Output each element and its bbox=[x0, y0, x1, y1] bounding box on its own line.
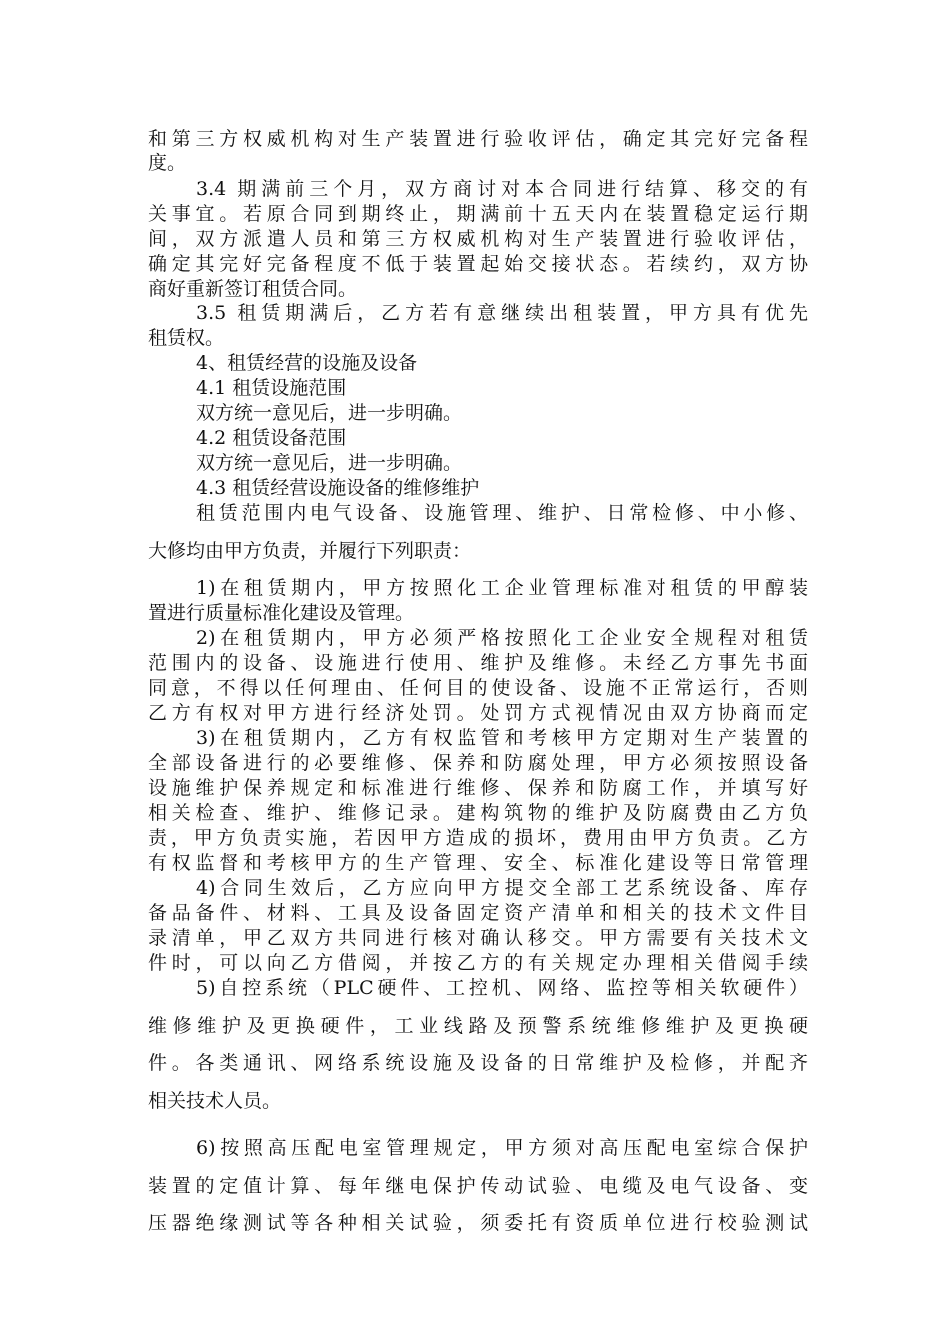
text-line: 4.2 租赁设备范围 bbox=[196, 427, 347, 449]
text-line: 大修均由甲方负责，并履行下列职责： bbox=[148, 540, 472, 562]
text-line: 度。 bbox=[148, 152, 187, 174]
text-line: 3)在租赁期内，乙方有权监管和考核甲方定期对生产装置的 bbox=[196, 727, 808, 749]
text-line: 租赁权。 bbox=[148, 327, 225, 349]
text-line: 租赁范围内电气设备、设施管理、维护、日常检修、中小修、 bbox=[196, 502, 808, 524]
text-line: 件时，可以向乙方借阅，并按乙方的有关规定办理相关借阅手续 bbox=[148, 952, 808, 974]
text-line: 4、租赁经营的设施及设备 bbox=[196, 352, 418, 374]
text-line: 和第三方权威机构对生产装置进行验收评估，确定其完好完备程 bbox=[148, 128, 808, 150]
text-line: 装置的定值计算、每年继电保护传动试验、电缆及电气设备、变 bbox=[148, 1175, 808, 1197]
text-line: 4)合同生效后，乙方应向甲方提交全部工艺系统设备、库存 bbox=[196, 877, 808, 899]
text-line: 维修维护及更换硬件，工业线路及预警系统维修维护及更换硬 bbox=[148, 1015, 808, 1037]
text-line: 3.5 租赁期满后，乙方若有意继续出租装置，甲方具有优先 bbox=[196, 302, 808, 324]
text-line: 范围内的设备、设施进行使用、维护及维修。未经乙方事先书面 bbox=[148, 652, 808, 674]
text-line: 2)在租赁期内，甲方必须严格按照化工企业安全规程对租赁 bbox=[196, 627, 808, 649]
text-line: 3.4 期满前三个月，双方商讨对本合同进行结算、移交的有 bbox=[196, 178, 808, 200]
text-line: 有权监督和考核甲方的生产管理、安全、标准化建设等日常管理 bbox=[148, 852, 808, 874]
text-line: 件。各类通讯、网络系统设施及设备的日常维护及检修，并配齐 bbox=[148, 1052, 808, 1074]
text-line: 间，双方派遣人员和第三方权威机构对生产装置进行验收评估， bbox=[148, 228, 808, 250]
text-line: 乙方有权对甲方进行经济处罚。处罚方式视情况由双方协商而定 bbox=[148, 702, 808, 724]
text-line: 录清单，甲乙双方共同进行核对确认移交。甲方需要有关技术文 bbox=[148, 927, 808, 949]
text-line: 压器绝缘测试等各种相关试验，须委托有资质单位进行校验测试 bbox=[148, 1212, 808, 1234]
text-line: 全部设备进行的必要维修、保养和防腐处理，甲方必须按照设备 bbox=[148, 752, 808, 774]
text-line: 责，甲方负责实施，若因甲方造成的损坏，费用由甲方负责。乙方 bbox=[148, 827, 808, 849]
text-line: 4.3 租赁经营设施设备的维修维护 bbox=[196, 477, 480, 499]
text-line: 双方统一意见后，进一步明确。 bbox=[196, 452, 463, 474]
text-line: 相关检查、维护、维修记录。建构筑物的维护及防腐费由乙方负 bbox=[148, 802, 808, 824]
text-line: 确定其完好完备程度不低于装置起始交接状态。若续约，双方协 bbox=[148, 253, 808, 275]
text-line: 4.1 租赁设施范围 bbox=[196, 377, 347, 399]
text-line: 6)按照高压配电室管理规定，甲方须对高压配电室综合保护 bbox=[196, 1137, 808, 1159]
text-line: 双方统一意见后，进一步明确。 bbox=[196, 402, 463, 424]
text-line: 同意，不得以任何理由、任何目的使设备、设施不正常运行，否则 bbox=[148, 677, 808, 699]
text-line: 设施维护保养规定和标准进行维修、保养和防腐工作，并填写好 bbox=[148, 777, 808, 799]
text-line: 备品备件、材料、工具及设备固定资产清单和相关的技术文件目 bbox=[148, 902, 808, 924]
text-line: 5)自控系统（PLC硬件、工控机、网络、监控等相关软硬件） bbox=[196, 977, 808, 999]
text-line: 关事宜。若原合同到期终止，期满前十五天内在装置稳定运行期 bbox=[148, 203, 808, 225]
text-line: 商好重新签订租赁合同。 bbox=[148, 278, 358, 300]
text-line: 相关技术人员。 bbox=[148, 1090, 282, 1112]
text-line: 置进行质量标准化建设及管理。 bbox=[148, 602, 415, 624]
text-line: 1)在租赁期内，甲方按照化工企业管理标准对租赁的甲醇装 bbox=[196, 577, 808, 599]
